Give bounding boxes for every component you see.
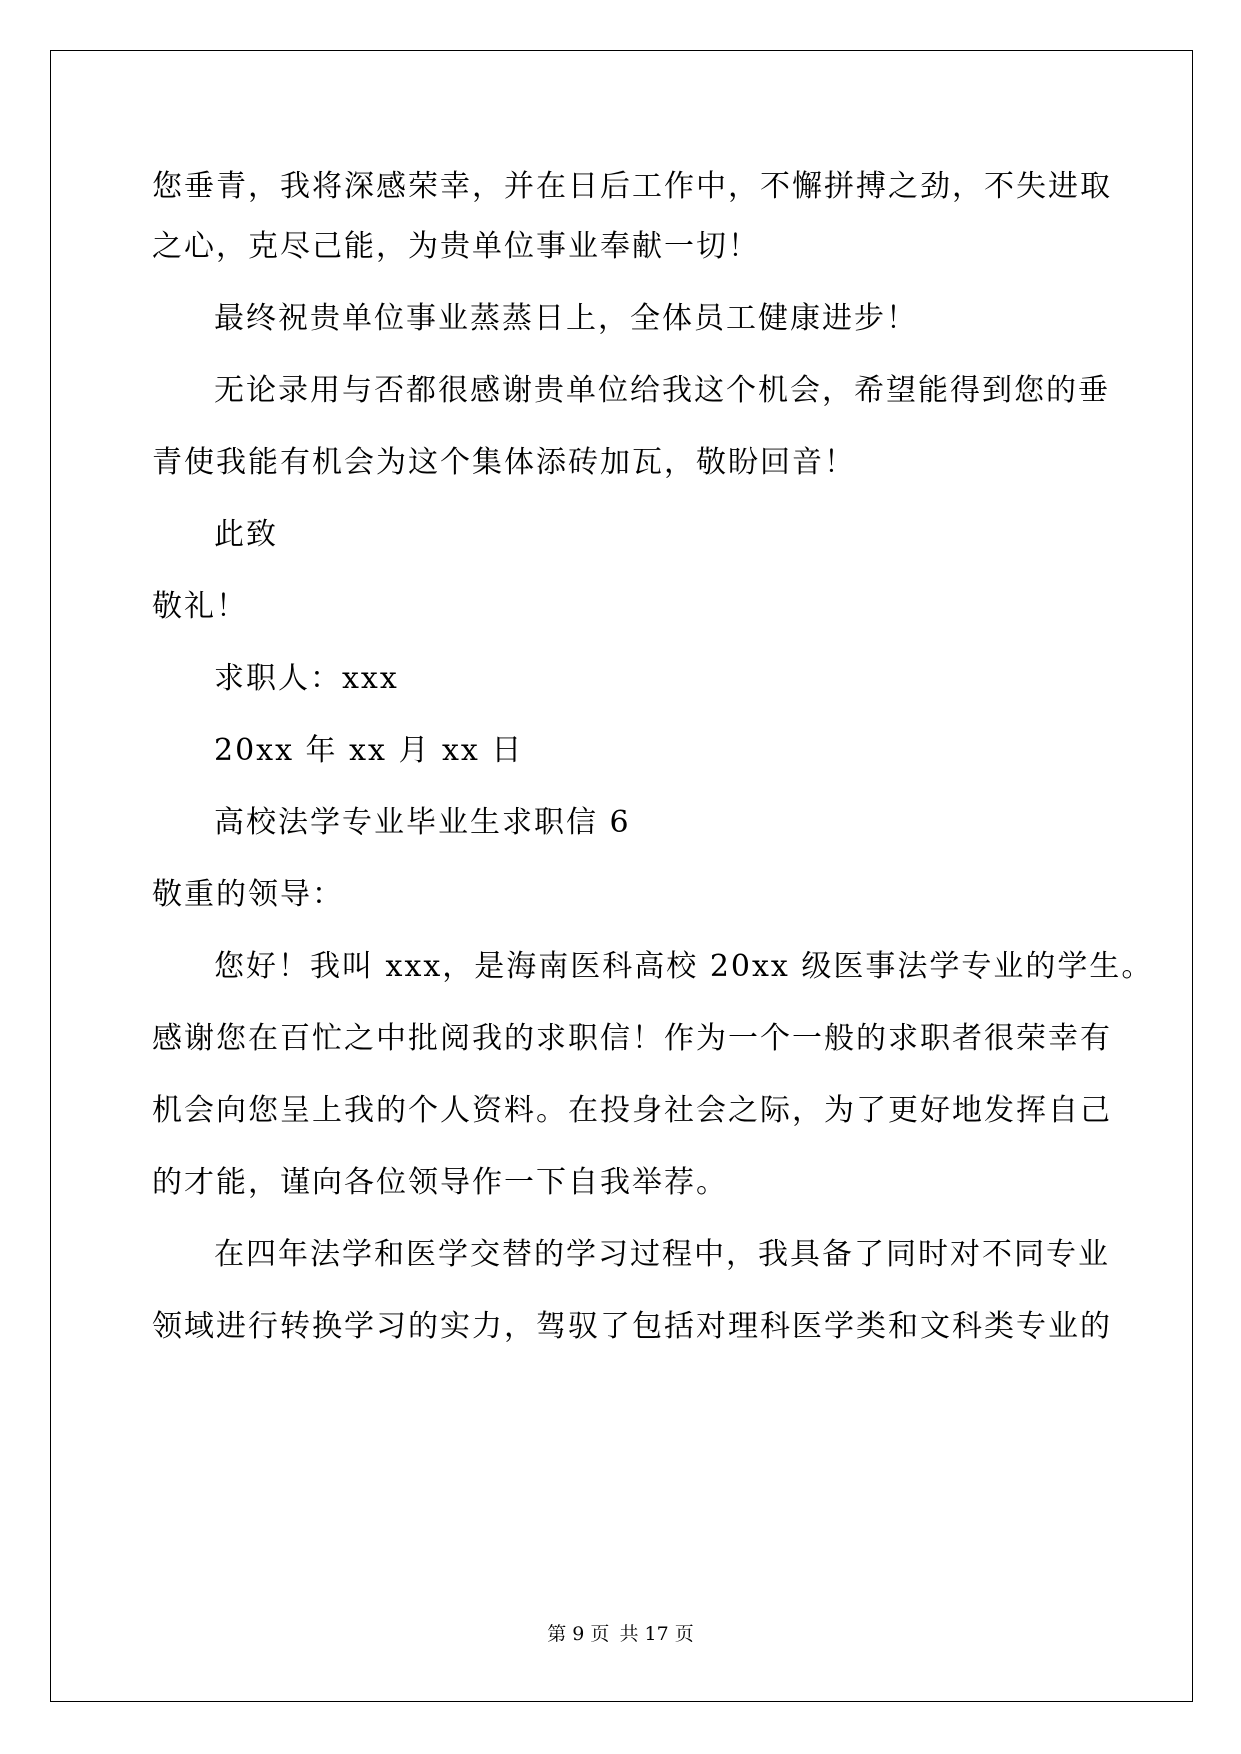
signature-line: 求职人：xxx — [214, 661, 399, 696]
text-line: 青使我能有机会为这个集体添砖加瓦，敬盼回音！ — [152, 445, 856, 480]
section-title: 高校法学专业毕业生求职信 6 — [214, 805, 631, 840]
text-line: 机会向您呈上我的个人资料。在投身社会之际，为了更好地发挥自己 — [152, 1093, 1112, 1128]
greeting: 敬重的领导： — [152, 877, 344, 912]
text-line: 您好！我叫 xxx，是海南医科高校 20xx 级医事法学专业的学生。 — [214, 949, 1154, 984]
text-line: 最终祝贵单位事业蒸蒸日上，全体员工健康进步！ — [214, 301, 918, 336]
text-line: 领域进行转换学习的实力，驾驭了包括对理科医学类和文科类专业的 — [152, 1309, 1112, 1344]
text-line: 无论录用与否都很感谢贵单位给我这个机会，希望能得到您的垂 — [214, 373, 1110, 408]
text-line: 感谢您在百忙之中批阅我的求职信！作为一个一般的求职者很荣幸有 — [152, 1021, 1112, 1056]
salutation-closing: 此致 — [214, 517, 278, 552]
text-line: 之心，克尽己能，为贵单位事业奉献一切！ — [152, 229, 760, 264]
page-total: 共 17 页 — [619, 1623, 694, 1645]
text-line: 您垂青，我将深感荣幸，并在日后工作中，不懈拼搏之劲，不失进取 — [152, 169, 1112, 204]
date-line: 20xx 年 xx 月 xx 日 — [214, 733, 524, 768]
page-footer — [0, 1622, 1241, 1646]
salutation-regards: 敬礼！ — [152, 589, 248, 624]
text-line: 的才能，谨向各位领导作一下自我举荐。 — [152, 1165, 728, 1200]
text-line: 在四年法学和医学交替的学习过程中，我具备了同时对不同专业 — [214, 1237, 1110, 1272]
page-number: 第 9 页 — [547, 1623, 610, 1645]
